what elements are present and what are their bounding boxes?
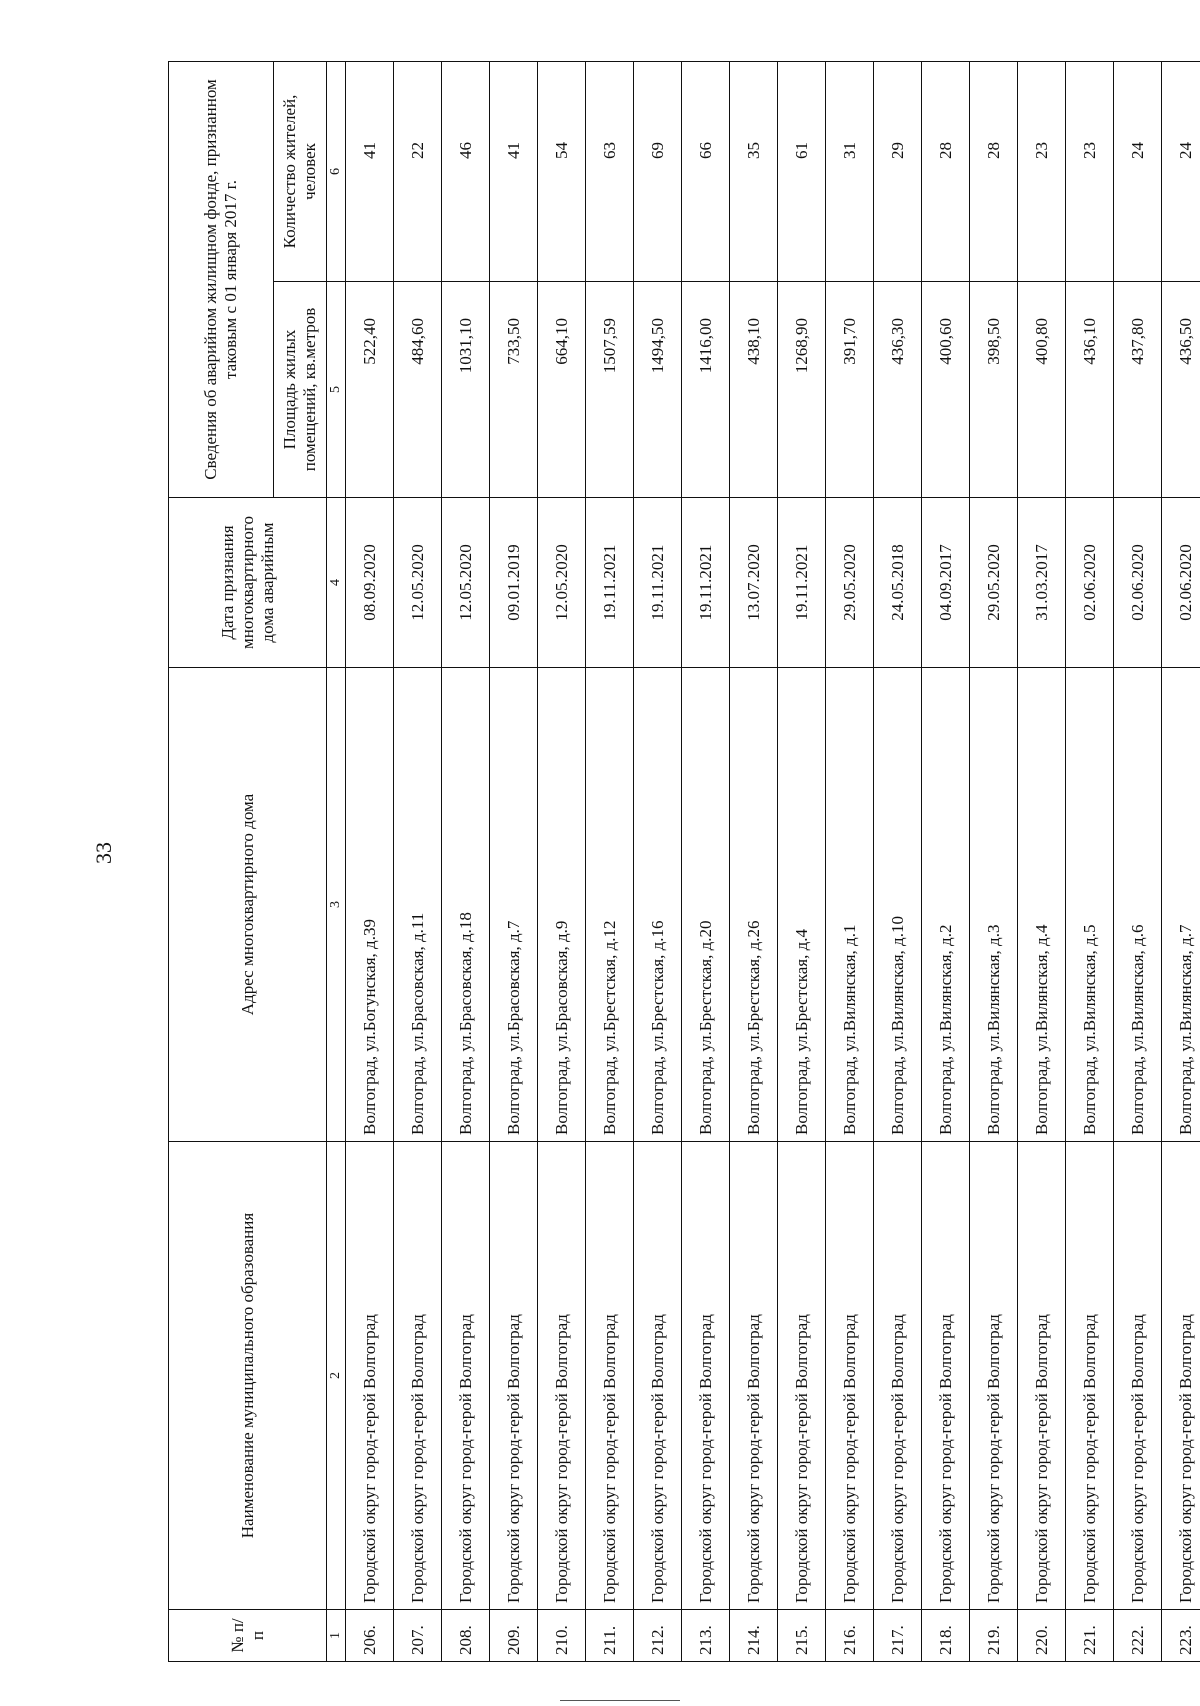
table-row (538, 61, 586, 1661)
area-cell: 484,60 (394, 282, 442, 498)
header-recognition-date: Дата признания многоквартирного дома аварийным (169, 498, 327, 668)
rotated-table-container (168, 62, 1200, 1662)
row-number: 219. (970, 1610, 1018, 1662)
recognition-date-cell: 12.05.2020 (538, 498, 586, 668)
recognition-date-cell: 19.11.2021 (586, 498, 634, 668)
row-number: 210. (538, 1610, 586, 1662)
municipality-cell: Городской округ город-герой Волгоград (586, 1142, 634, 1610)
table-row (778, 61, 826, 1661)
address-cell: Волгоград, ул.Брестская, д.26 (730, 668, 778, 1142)
table-row (682, 61, 730, 1661)
residents-cell: 31 (826, 61, 874, 281)
recognition-date-cell: 31.03.2017 (1018, 498, 1066, 668)
address-cell: Волгоград, ул.Вилянская, д.3 (970, 668, 1018, 1142)
row-number: 217. (874, 1610, 922, 1662)
municipality-cell: Городской округ город-герой Волгоград (1162, 1142, 1200, 1610)
area-cell: 437,80 (1114, 282, 1162, 498)
page-number: 33 (91, 842, 116, 864)
municipality-cell: Городской округ город-герой Волгоград (634, 1142, 682, 1610)
area-cell: 438,10 (730, 282, 778, 498)
recognition-date-cell: 29.05.2020 (970, 498, 1018, 668)
divider (560, 1700, 680, 1701)
row-number: 211. (586, 1610, 634, 1662)
table-row (1162, 61, 1200, 1661)
municipality-cell: Городской округ город-герой Волгоград (682, 1142, 730, 1610)
municipality-cell: Городской округ город-герой Волгоград (970, 1142, 1018, 1610)
address-cell: Волгоград, ул.Вилянская, д.5 (1066, 668, 1114, 1142)
address-cell: Волгоград, ул.Брестская, д.4 (778, 668, 826, 1142)
residents-cell: 35 (730, 61, 778, 281)
municipality-cell: Городской округ город-герой Волгоград (922, 1142, 970, 1610)
recognition-date-cell: 02.06.2020 (1114, 498, 1162, 668)
row-number: 222. (1114, 1610, 1162, 1662)
header-residents: Количество жителей, человек (274, 61, 327, 281)
header-column-number: 3 (327, 668, 346, 1142)
table-row (922, 61, 970, 1661)
municipality-cell: Городской округ город-герой Волгоград (394, 1142, 442, 1610)
residents-cell: 24 (1162, 61, 1200, 281)
address-cell: Волгоград, ул.Брасовская, д.7 (490, 668, 538, 1142)
area-cell: 1031,10 (442, 282, 490, 498)
address-cell: Волгоград, ул.Вилянская, д.7 (1162, 668, 1200, 1142)
header-column-number: 1 (327, 1610, 346, 1662)
table-row (394, 61, 442, 1661)
area-cell: 400,60 (922, 282, 970, 498)
row-number: 209. (490, 1610, 538, 1662)
header-number: № п/п (169, 1610, 327, 1662)
table-row (634, 61, 682, 1661)
row-number: 212. (634, 1610, 682, 1662)
table-row (346, 61, 394, 1661)
recognition-date-cell: 09.01.2019 (490, 498, 538, 668)
residents-cell: 46 (442, 61, 490, 281)
row-number: 206. (346, 1610, 394, 1662)
table-row (826, 61, 874, 1661)
municipality-cell: Городской округ город-герой Волгоград (442, 1142, 490, 1610)
header-column-number: 6 (327, 61, 346, 281)
recognition-date-cell: 19.11.2021 (778, 498, 826, 668)
address-cell: Волгоград, ул.Брасовская, д.11 (394, 668, 442, 1142)
residents-cell: 24 (1114, 61, 1162, 281)
recognition-date-cell: 02.06.2020 (1162, 498, 1200, 668)
address-cell: Волгоград, ул.Вилянская, д.4 (1018, 668, 1066, 1142)
recognition-date-cell: 08.09.2020 (346, 498, 394, 668)
recognition-date-cell: 24.05.2018 (874, 498, 922, 668)
residents-cell: 29 (874, 61, 922, 281)
area-cell: 1507,59 (586, 282, 634, 498)
address-cell: Волгоград, ул.Вилянская, д.1 (826, 668, 874, 1142)
row-number: 216. (826, 1610, 874, 1662)
residents-cell: 28 (922, 61, 970, 281)
residents-cell: 22 (394, 61, 442, 281)
recognition-date-cell: 12.05.2020 (394, 498, 442, 668)
residents-cell: 41 (490, 61, 538, 281)
municipality-cell: Городской округ город-герой Волгоград (538, 1142, 586, 1610)
area-cell: 522,40 (346, 282, 394, 498)
area-cell: 398,50 (970, 282, 1018, 498)
residents-cell: 23 (1018, 61, 1066, 281)
header-address: Адрес многоквартирного дома (169, 668, 327, 1142)
address-cell: Волгоград, ул.Брестская, д.12 (586, 668, 634, 1142)
address-cell: Волгоград, ул.Вилянская, д.2 (922, 668, 970, 1142)
row-number: 214. (730, 1610, 778, 1662)
table-row (1066, 61, 1114, 1661)
header-municipality: Наименование муниципального образования (169, 1142, 327, 1610)
recognition-date-cell: 12.05.2020 (442, 498, 490, 668)
address-cell: Волгоград, ул.Вилянская, д.10 (874, 668, 922, 1142)
header-area: Площадь жилых помещений, кв.метров (274, 282, 327, 498)
residents-cell: 41 (346, 61, 394, 281)
header-column-number: 2 (327, 1142, 346, 1610)
municipality-cell: Городской округ город-герой Волгоград (1066, 1142, 1114, 1610)
municipality-cell: Городской округ город-герой Волгоград (490, 1142, 538, 1610)
header-column-number: 5 (327, 282, 346, 498)
municipality-cell: Городской округ город-герой Волгоград (730, 1142, 778, 1610)
residents-cell: 69 (634, 61, 682, 281)
row-number: 213. (682, 1610, 730, 1662)
emergency-housing-table (168, 61, 1200, 1662)
recognition-date-cell: 19.11.2021 (682, 498, 730, 668)
area-cell: 1268,90 (778, 282, 826, 498)
area-cell: 436,30 (874, 282, 922, 498)
table-row (586, 61, 634, 1661)
area-cell: 436,10 (1066, 282, 1114, 498)
row-number: 218. (922, 1610, 970, 1662)
area-cell: 400,80 (1018, 282, 1066, 498)
recognition-date-cell: 29.05.2020 (826, 498, 874, 668)
address-cell: Волгоград, ул.Брестская, д.16 (634, 668, 682, 1142)
residents-cell: 23 (1066, 61, 1114, 281)
address-cell: Волгоград, ул.Брасовская, д.18 (442, 668, 490, 1142)
municipality-cell: Городской округ город-герой Волгоград (826, 1142, 874, 1610)
table-row (970, 61, 1018, 1661)
row-number: 223. (1162, 1610, 1200, 1662)
address-cell: Волгоград, ул.Брасовская, д.9 (538, 668, 586, 1142)
municipality-cell: Городской округ город-герой Волгоград (346, 1142, 394, 1610)
row-number: 215. (778, 1610, 826, 1662)
table-row (1018, 61, 1066, 1661)
table-row (442, 61, 490, 1661)
header-column-number: 4 (327, 498, 346, 668)
row-number: 207. (394, 1610, 442, 1662)
municipality-cell: Городской округ город-герой Волгоград (874, 1142, 922, 1610)
area-cell: 1494,50 (634, 282, 682, 498)
municipality-cell: Городской округ город-герой Волгоград (1018, 1142, 1066, 1610)
table-row (874, 61, 922, 1661)
municipality-cell: Городской округ город-герой Волгоград (778, 1142, 826, 1610)
recognition-date-cell: 02.06.2020 (1066, 498, 1114, 668)
residents-cell: 66 (682, 61, 730, 281)
area-cell: 733,50 (490, 282, 538, 498)
area-cell: 391,70 (826, 282, 874, 498)
area-cell: 436,50 (1162, 282, 1200, 498)
recognition-date-cell: 19.11.2021 (634, 498, 682, 668)
residents-cell: 61 (778, 61, 826, 281)
residents-cell: 28 (970, 61, 1018, 281)
address-cell: Волгоград, ул.Брестская, д.20 (682, 668, 730, 1142)
recognition-date-cell: 13.07.2020 (730, 498, 778, 668)
residents-cell: 54 (538, 61, 586, 281)
table-row (490, 61, 538, 1661)
residents-cell: 63 (586, 61, 634, 281)
municipality-cell: Городской округ город-герой Волгоград (1114, 1142, 1162, 1610)
area-cell: 664,10 (538, 282, 586, 498)
table-body (346, 61, 1200, 1661)
row-number: 220. (1018, 1610, 1066, 1662)
table-row (1114, 61, 1162, 1661)
address-cell: Волгоград, ул.Вилянская, д.6 (1114, 668, 1162, 1142)
address-cell: Волгоград, ул.Богунская, д.39 (346, 668, 394, 1142)
row-number: 221. (1066, 1610, 1114, 1662)
area-cell: 1416,00 (682, 282, 730, 498)
header-emergency-fund-group: Сведения об аварийном жилищном фонде, признанном таковым с 01 января 2017 г. (169, 61, 274, 497)
row-number: 208. (442, 1610, 490, 1662)
recognition-date-cell: 04.09.2017 (922, 498, 970, 668)
table-row (730, 61, 778, 1661)
